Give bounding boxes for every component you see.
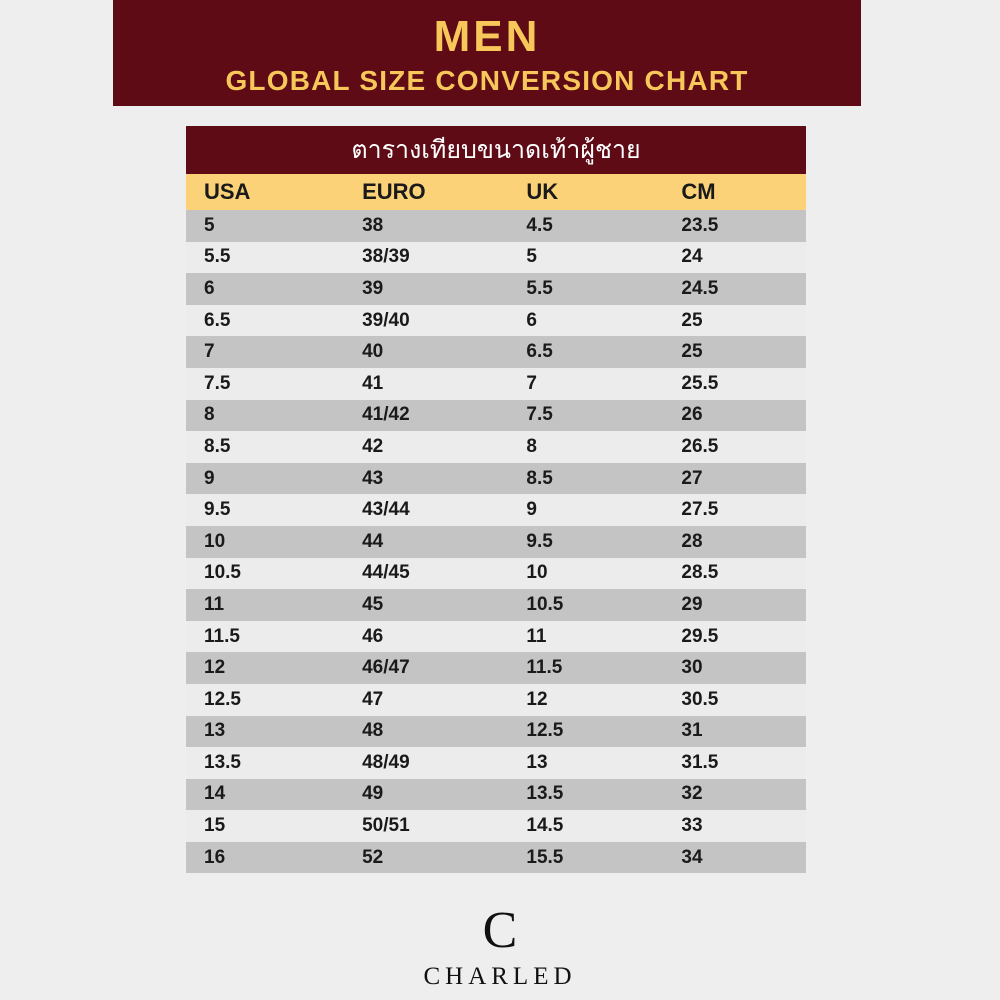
- cell-euro: 49: [344, 779, 508, 811]
- cell-usa: 7.5: [186, 368, 344, 400]
- cell-cm: 24.5: [663, 273, 806, 305]
- cell-uk: 13.5: [508, 779, 663, 811]
- cell-euro: 38/39: [344, 242, 508, 274]
- cell-usa: 11.5: [186, 621, 344, 653]
- page-title: MEN: [433, 12, 541, 61]
- table-row: [186, 621, 806, 653]
- cell-usa: 14: [186, 779, 344, 811]
- cell-uk: 15.5: [508, 842, 663, 874]
- table-body: [186, 210, 806, 873]
- cell-euro: 48/49: [344, 747, 508, 779]
- cell-usa: 5: [186, 210, 344, 242]
- table-row: [186, 400, 806, 432]
- cell-cm: 31: [663, 716, 806, 748]
- table-row: [186, 336, 806, 368]
- cell-uk: 5.5: [508, 273, 663, 305]
- cell-uk: 10.5: [508, 589, 663, 621]
- table-row: [186, 494, 806, 526]
- cell-uk: 4.5: [508, 210, 663, 242]
- table-row: [186, 684, 806, 716]
- brand-logo: [0, 902, 1000, 991]
- cell-usa: 8.5: [186, 431, 344, 463]
- cell-cm: 25: [663, 336, 806, 368]
- cell-euro: 42: [344, 431, 508, 463]
- cell-uk: 8.5: [508, 463, 663, 495]
- table-row: [186, 305, 806, 337]
- cell-usa: 13.5: [186, 747, 344, 779]
- cell-cm: 27: [663, 463, 806, 495]
- column-header-cm: CM: [663, 174, 806, 210]
- table-header-row: [186, 174, 806, 210]
- cell-cm: 34: [663, 842, 806, 874]
- table-row: [186, 652, 806, 684]
- cell-euro: 43: [344, 463, 508, 495]
- cell-uk: 7: [508, 368, 663, 400]
- cell-cm: 24: [663, 242, 806, 274]
- cell-usa: 6.5: [186, 305, 344, 337]
- cell-uk: 9.5: [508, 526, 663, 558]
- table-row: [186, 558, 806, 590]
- cell-usa: 12.5: [186, 684, 344, 716]
- cell-euro: 41/42: [344, 400, 508, 432]
- cell-uk: 12: [508, 684, 663, 716]
- cell-cm: 29: [663, 589, 806, 621]
- cell-euro: 50/51: [344, 810, 508, 842]
- table-row: [186, 589, 806, 621]
- table-row: [186, 273, 806, 305]
- cell-cm: 26.5: [663, 431, 806, 463]
- cell-euro: 48: [344, 716, 508, 748]
- table-row: [186, 242, 806, 274]
- cell-uk: 6: [508, 305, 663, 337]
- cell-euro: 46/47: [344, 652, 508, 684]
- cell-uk: 11.5: [508, 652, 663, 684]
- cell-uk: 14.5: [508, 810, 663, 842]
- cell-euro: 44/45: [344, 558, 508, 590]
- cell-euro: 47: [344, 684, 508, 716]
- cell-cm: 32: [663, 779, 806, 811]
- cell-uk: 7.5: [508, 400, 663, 432]
- cell-usa: 7: [186, 336, 344, 368]
- cell-euro: 43/44: [344, 494, 508, 526]
- table-row: [186, 463, 806, 495]
- cell-usa: 10: [186, 526, 344, 558]
- cell-euro: 38: [344, 210, 508, 242]
- cell-euro: 45: [344, 589, 508, 621]
- cell-cm: 31.5: [663, 747, 806, 779]
- cell-usa: 11: [186, 589, 344, 621]
- table-row: [186, 747, 806, 779]
- table-row: [186, 716, 806, 748]
- brand-monogram: C: [482, 902, 518, 959]
- cell-cm: 28.5: [663, 558, 806, 590]
- cell-cm: 26: [663, 400, 806, 432]
- cell-usa: 8: [186, 400, 344, 432]
- cell-cm: 25: [663, 305, 806, 337]
- cell-usa: 16: [186, 842, 344, 874]
- table-row: [186, 210, 806, 242]
- cell-uk: 11: [508, 621, 663, 653]
- cell-usa: 9.5: [186, 494, 344, 526]
- cell-usa: 10.5: [186, 558, 344, 590]
- cell-usa: 12: [186, 652, 344, 684]
- cell-euro: 40: [344, 336, 508, 368]
- cell-usa: 5.5: [186, 242, 344, 274]
- cell-cm: 33: [663, 810, 806, 842]
- table-caption-band: [186, 126, 806, 174]
- table-row: [186, 368, 806, 400]
- cell-cm: 25.5: [663, 368, 806, 400]
- cell-usa: 6: [186, 273, 344, 305]
- page-subtitle: GLOBAL SIZE CONVERSION CHART: [225, 65, 749, 96]
- cell-euro: 52: [344, 842, 508, 874]
- table-row: [186, 431, 806, 463]
- table-row: [186, 842, 806, 874]
- cell-uk: 9: [508, 494, 663, 526]
- brand-name: CHARLED: [423, 963, 577, 990]
- cell-euro: 41: [344, 368, 508, 400]
- table-row: [186, 779, 806, 811]
- cell-cm: 28: [663, 526, 806, 558]
- cell-euro: 46: [344, 621, 508, 653]
- cell-cm: 27.5: [663, 494, 806, 526]
- size-conversion-table: [186, 174, 806, 873]
- cell-uk: 10: [508, 558, 663, 590]
- header-banner: [113, 0, 861, 106]
- column-header-usa: USA: [186, 174, 344, 210]
- cell-usa: 15: [186, 810, 344, 842]
- cell-cm: 30: [663, 652, 806, 684]
- column-header-uk: UK: [508, 174, 663, 210]
- cell-cm: 29.5: [663, 621, 806, 653]
- column-header-euro: EURO: [344, 174, 508, 210]
- cell-euro: 44: [344, 526, 508, 558]
- cell-cm: 30.5: [663, 684, 806, 716]
- cell-usa: 13: [186, 716, 344, 748]
- size-chart-table-wrapper: [186, 126, 806, 873]
- cell-uk: 13: [508, 747, 663, 779]
- cell-euro: 39: [344, 273, 508, 305]
- cell-uk: 8: [508, 431, 663, 463]
- table-header: [186, 174, 806, 210]
- cell-uk: 6.5: [508, 336, 663, 368]
- table-row: [186, 526, 806, 558]
- cell-uk: 5: [508, 242, 663, 274]
- table-row: [186, 810, 806, 842]
- cell-euro: 39/40: [344, 305, 508, 337]
- table-caption-thai: ตารางเทียบขนาดเท้าผู้ชาย: [351, 135, 641, 164]
- cell-usa: 9: [186, 463, 344, 495]
- cell-uk: 12.5: [508, 716, 663, 748]
- cell-cm: 23.5: [663, 210, 806, 242]
